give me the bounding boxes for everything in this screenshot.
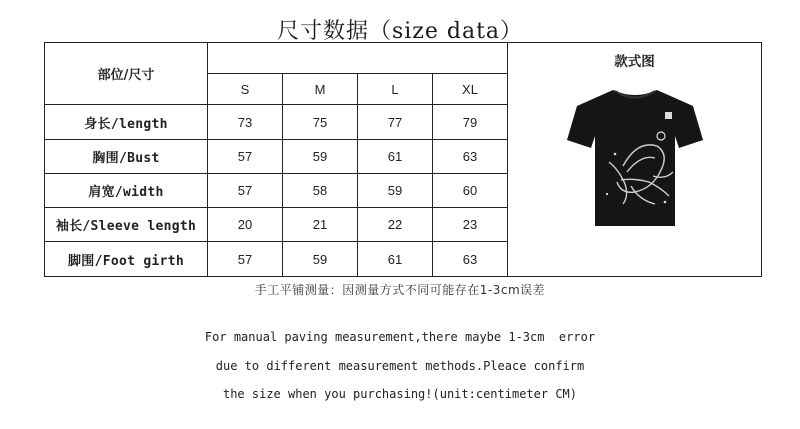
cell-value: 63 [433,140,508,174]
cell-value: 59 [283,140,358,174]
cell-value: 21 [283,208,358,242]
row-label: 袖长/Sleeve length [45,208,208,242]
cell-value: 59 [358,174,433,208]
cell-value: 60 [433,174,508,208]
cell-value: 75 [283,105,358,140]
cell-value: 57 [208,242,283,277]
row-label: 胸围/Bust [45,140,208,174]
cell-value: 63 [433,242,508,277]
measurement-note-cn: 手工平铺测量：因测量方式不同可能存在1-3cm误差 [254,283,546,297]
style-image-cell [508,43,762,277]
size-header-blank [208,43,508,74]
cell-value: 57 [208,140,283,174]
cell-value: 58 [283,174,358,208]
size-col-m: M [283,74,358,105]
measurement-note-en-line-1: For manual paving measurement,there maybe 1-3cm error [204,330,596,344]
row-label: 脚围/Foot girth [45,242,208,277]
size-col-l: L [358,74,433,105]
measurement-note-en-line-2: due to different measurement methods.Pleace confirm [215,359,585,373]
cell-value: 79 [433,105,508,140]
measurement-note-en-line-3: the size when you purchasing!(unit:centimeter CM) [222,387,577,401]
style-image-label: 款式图 [614,54,655,70]
tshirt-image [508,70,761,232]
cell-value: 73 [208,105,283,140]
tshirt-icon [565,84,705,232]
cell-value: 20 [208,208,283,242]
row-label: 身长/length [45,105,208,140]
header-label: 部位/尺寸 [45,43,208,105]
page-title: 尺寸数据（size data） [276,19,524,44]
size-table [44,42,762,277]
size-col-s: S [208,74,283,105]
cell-value: 61 [358,242,433,277]
cell-value: 77 [358,105,433,140]
cell-value: 59 [283,242,358,277]
size-col-xl: XL [433,74,508,105]
cell-value: 23 [433,208,508,242]
cell-value: 57 [208,174,283,208]
cell-value: 61 [358,140,433,174]
cell-value: 22 [358,208,433,242]
row-label: 肩宽/width [45,174,208,208]
